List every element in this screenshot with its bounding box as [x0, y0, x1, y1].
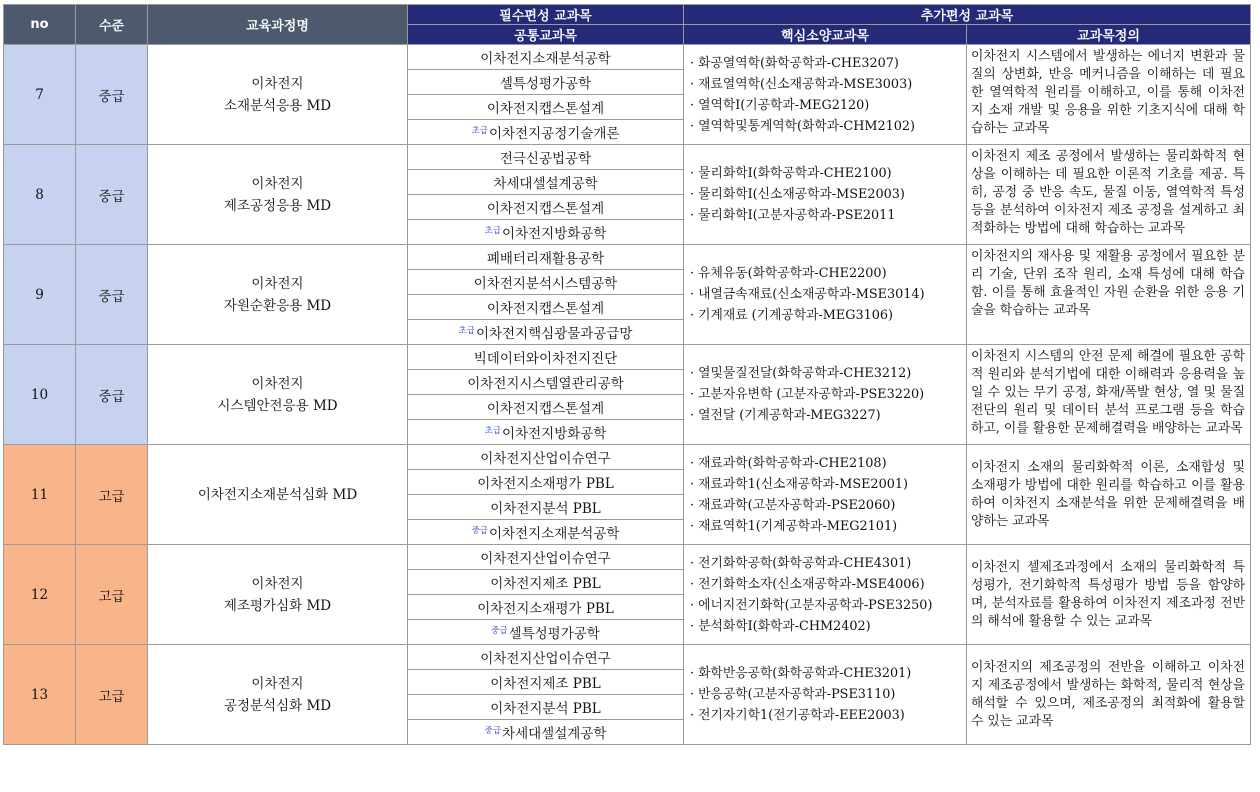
course-title: 이차전지제조 PBL: [490, 676, 601, 692]
core-course-item: · 물리화학Ⅰ(고분자공학과-PSE2011: [690, 208, 896, 223]
course-level-tag: 초급: [484, 226, 502, 236]
common-course-cell: [408, 320, 684, 345]
common-course-cell: [408, 645, 684, 670]
core-course-item: · 고분자유변학 (고분자공학과-PSE3220): [690, 387, 925, 402]
program-name-line: 이차전지: [251, 675, 304, 692]
course-title: 이차전지분석시스템공학: [473, 276, 618, 292]
common-course-cell: [408, 395, 684, 420]
course-level-tag: 중급: [491, 626, 508, 636]
common-course-cell: [408, 345, 684, 370]
program-name-cell: [148, 345, 408, 445]
course-title: 이차전지방화공학: [502, 426, 607, 442]
course-level-tag: 초급: [484, 426, 502, 436]
row-number: 9: [4, 245, 76, 345]
course-definition-cell: 이차전지 제조 공정에서 발생하는 물리화학적 현상을 이해하는 데 필요한 이론적 기초를 제공. 특히, 공정 중 반응 속도, 물질 이동, 열역학적 특성 등을 분석하여 이차전지 제조 공정을 설계하고 최적화하는 방법에 대해 학습하는 교과목: [967, 145, 1251, 245]
level-cell: 고급: [76, 545, 148, 645]
core-course-item: · 반응공학(고분자공학과-PSE3110): [690, 687, 896, 702]
row-number: 8: [4, 145, 76, 245]
program-name-line: 제조평가심화 MD: [223, 597, 332, 614]
level-cell: 고급: [76, 645, 148, 745]
curriculum-table: [3, 4, 1251, 745]
core-courses-cell: [684, 645, 967, 745]
program-name-line: 이차전지: [251, 275, 304, 292]
core-courses-cell: [684, 545, 967, 645]
header-common: 공통교과목: [408, 25, 684, 45]
core-course-item: · 재료과학1(신소재공학과-MSE2001): [690, 476, 908, 492]
course-level-tag: 초급: [458, 326, 475, 336]
core-course-item: · 유체유동(화학공학과-CHE2200): [690, 266, 887, 281]
course-title: 이차전지캡스톤설계: [486, 301, 605, 317]
common-course-cell: [408, 45, 684, 70]
common-course-cell: [408, 720, 684, 745]
common-course-cell: [408, 570, 684, 595]
core-course-item: · 재료과학(고분자공학과-PSE2060): [690, 497, 896, 513]
common-course-cell: [408, 595, 684, 620]
common-course-cell: [408, 545, 684, 570]
table-row: [4, 145, 1251, 170]
program-name-cell: [148, 645, 408, 745]
core-course-item: · 재료역학1(기계공학과-MEG2101): [690, 518, 898, 534]
table-row: [4, 245, 1251, 270]
program-name-line: 이차전지: [251, 575, 304, 592]
header-core: 핵심소양교과목: [684, 25, 967, 45]
common-course-cell: [408, 245, 684, 270]
common-course-cell: [408, 670, 684, 695]
program-name-line: 이차전지: [251, 175, 304, 192]
program-name-line: 이차전지: [251, 75, 304, 92]
level-cell: 중급: [76, 245, 148, 345]
table-row: [4, 445, 1251, 470]
common-course-cell: [408, 70, 684, 95]
common-course-cell: [408, 470, 684, 495]
row-number: 7: [4, 45, 76, 145]
header-program: 교육과정명: [148, 5, 408, 45]
common-course-cell: [408, 620, 684, 645]
core-course-item: · 열및물질전달(화학공학과-CHE3212): [690, 366, 912, 381]
course-title: 이차전지산업이슈연구: [480, 651, 611, 667]
program-name-line: 제조공정응용 MD: [223, 197, 332, 214]
core-course-item: · 내열금속재료(신소재공학과-MSE3014): [690, 287, 925, 302]
level-cell: 중급: [76, 45, 148, 145]
common-course-cell: [408, 370, 684, 395]
row-number: 10: [4, 345, 76, 445]
program-name-line: 공정분석심화 MD: [223, 697, 332, 714]
common-course-cell: [408, 495, 684, 520]
program-name-cell: [148, 445, 408, 545]
program-name-line: 시스템안전응용 MD: [217, 397, 338, 414]
course-title: 이차전지핵심광물과공급망: [475, 326, 633, 342]
course-title: 폐배터리재활용공학: [486, 251, 605, 267]
program-name-cell: [148, 45, 408, 145]
row-number: 12: [4, 545, 76, 645]
common-course-cell: [408, 120, 684, 145]
course-title: 이차전지산업이슈연구: [480, 551, 611, 567]
course-title: 이차전지캡스톤설계: [486, 401, 605, 417]
course-definition-cell: 이차전지 소재의 물리화학적 이론, 소재합성 및 소재평가 방법에 대한 원리를 학습하고 이를 활용하여 이차전지 소재분석을 위한 문제해결력을 배양하는 교과목: [967, 445, 1251, 545]
core-course-item: · 물리화학Ⅰ(신소재공학과-MSE2003): [690, 187, 905, 202]
course-title: 차세대셀설계공학: [502, 726, 607, 742]
course-title: 이차전지소재평가 PBL: [477, 601, 614, 617]
table-row: [4, 645, 1251, 670]
course-title: 차세대셀설계공학: [493, 176, 598, 192]
course-title: 이차전지소재분석공학: [489, 526, 620, 542]
row-number: 13: [4, 645, 76, 745]
header-definition: 교과목정의: [967, 25, 1251, 45]
core-course-item: · 재료열역학(신소재공학과-MSE3003): [690, 76, 913, 92]
table-row: [4, 345, 1251, 370]
row-number: 11: [4, 445, 76, 545]
core-course-item: · 열역학Ⅰ(기공학과-MEG2120): [690, 97, 870, 113]
core-courses-cell: [684, 345, 967, 445]
core-course-item: · 에너지전기화학(고분자공학과-PSE3250): [690, 597, 933, 613]
core-course-item: · 분석화학Ⅰ(화학과-CHM2402): [690, 618, 871, 634]
course-level-tag: 중급: [471, 526, 488, 536]
header-required-group: 필수편성 교과목: [408, 5, 684, 25]
common-course-cell: [408, 270, 684, 295]
core-course-item: · 전기화학소자(신소재공학과-MSE4006): [690, 576, 925, 592]
core-courses-cell: [684, 45, 967, 145]
common-course-cell: [408, 420, 684, 445]
course-definition-cell: 이차전지의 재사용 및 재활용 공정에서 필요한 분리 기술, 단위 조작 원리, 소재 특성에 대해 학습함. 이를 통해 효율적인 자원 순환을 위한 응용 기술을 학습하는 교과목: [967, 245, 1251, 345]
course-title: 이차전지캡스톤설계: [486, 201, 605, 217]
curriculum-table-body: [4, 45, 1251, 745]
course-title: 이차전지분석 PBL: [490, 501, 601, 517]
course-title: 이차전지제조 PBL: [490, 576, 601, 592]
program-name-line: 이차전지: [251, 375, 304, 392]
core-course-item: · 기계재료 (기계공학과-MEG3106): [690, 308, 894, 323]
common-course-cell: [408, 520, 684, 545]
common-course-cell: [408, 195, 684, 220]
core-course-item: · 재료과학(화학공학과-CHE2108): [690, 455, 887, 471]
common-course-cell: [408, 695, 684, 720]
level-cell: 중급: [76, 145, 148, 245]
common-course-cell: [408, 445, 684, 470]
core-courses-cell: [684, 145, 967, 245]
level-cell: 중급: [76, 345, 148, 445]
common-course-cell: [408, 170, 684, 195]
course-level-tag: 중급: [484, 726, 502, 736]
course-definition-cell: 이차전지의 제조공정의 전반을 이해하고 이차전지 제조공정에서 발생하는 화학적, 물리적 현상을 해석할 수 있으며, 제조공정의 최적화에 활용할 수 있는 교과목: [967, 645, 1251, 745]
core-course-item: · 열전달 (기계공학과-MEG3227): [690, 408, 881, 423]
course-definition-cell: 이차전지 셀제조과정에서 소재의 물리화학적 특성평가, 전기화학적 특성평가 방법 등을 함양하며, 분석자료를 활용하여 이차전지 제조과정 전반의 해석에 활용할 수 있는 교과목: [967, 545, 1251, 645]
header-level: 수준: [76, 5, 148, 45]
curriculum-table-wrap: [3, 4, 1251, 745]
course-definition-cell: 이차전지 시스템에서 발생하는 에너지 변환과 물질의 상변화, 반응 메커니즘을 이해하는 데 필요한 열역학적 원리를 이해하고, 이를 통해 이차전지 소재 개발 및 응용을 위한 기초지식에 대해 학습하는 교과목: [967, 45, 1251, 145]
core-course-item: · 열역학및통계역학(화학과-CHM2102): [690, 118, 916, 134]
common-course-cell: [408, 95, 684, 120]
core-courses-cell: [684, 445, 967, 545]
core-course-item: · 화학반응공학(화학공학과-CHE3201): [690, 666, 912, 681]
course-title: 이차전지방화공학: [502, 226, 607, 242]
course-title: 셀특성평가공학: [499, 76, 592, 92]
course-title: 빅데이터와이차전지진단: [473, 351, 618, 367]
core-course-item: · 물리화학Ⅰ(화학공학과-CHE2100): [690, 166, 892, 181]
course-title: 이차전지소재평가 PBL: [477, 476, 614, 492]
program-name-line: 소재분석응용 MD: [223, 97, 332, 114]
course-title: 이차전지시스템열관리공학: [467, 376, 624, 392]
table-row: [4, 545, 1251, 570]
core-course-item: · 전기자기학1(전기공학과-EEE2003): [690, 708, 905, 723]
course-title: 이차전지산업이슈연구: [480, 451, 611, 467]
program-name-line: 자원순환응용 MD: [223, 297, 332, 314]
course-title: 이차전지분석 PBL: [490, 701, 601, 717]
program-name-line: 이차전지소재분석심화 MD: [197, 486, 358, 503]
program-name-cell: [148, 545, 408, 645]
course-title: 전극신공법공학: [499, 151, 592, 167]
common-course-cell: [408, 220, 684, 245]
level-cell: 고급: [76, 445, 148, 545]
course-title: 이차전지소재분석공학: [480, 51, 611, 67]
course-title: 이차전지공정기술개론: [489, 126, 620, 142]
core-course-item: · 전기화학공학(화학공학과-CHE4301): [690, 555, 912, 571]
course-level-tag: 초급: [471, 126, 488, 136]
course-title: 셀특성평가공학: [508, 626, 600, 642]
common-course-cell: [408, 145, 684, 170]
program-name-cell: [148, 145, 408, 245]
common-course-cell: [408, 295, 684, 320]
course-definition-cell: 이차전지 시스템의 안전 문제 해결에 필요한 공학적 원리와 분석기법에 대한 이해력과 응용력을 높일 수 있는 무기 공정, 화재/폭발 현상, 열 및 물질 전단의 원리 및 데이터 분석 프로그램 등을 학습하고, 이를 활용한 문제해결력을 배양하는 교과목: [967, 345, 1251, 445]
header-no: no: [4, 5, 76, 45]
program-name-cell: [148, 245, 408, 345]
course-title: 이차전지캡스톤설계: [486, 101, 605, 117]
core-course-item: · 화공열역학(화학공학과-CHE3207): [690, 55, 899, 71]
table-row: [4, 45, 1251, 70]
core-courses-cell: [684, 245, 967, 345]
header-additional-group: 추가편성 교과목: [684, 5, 1251, 25]
